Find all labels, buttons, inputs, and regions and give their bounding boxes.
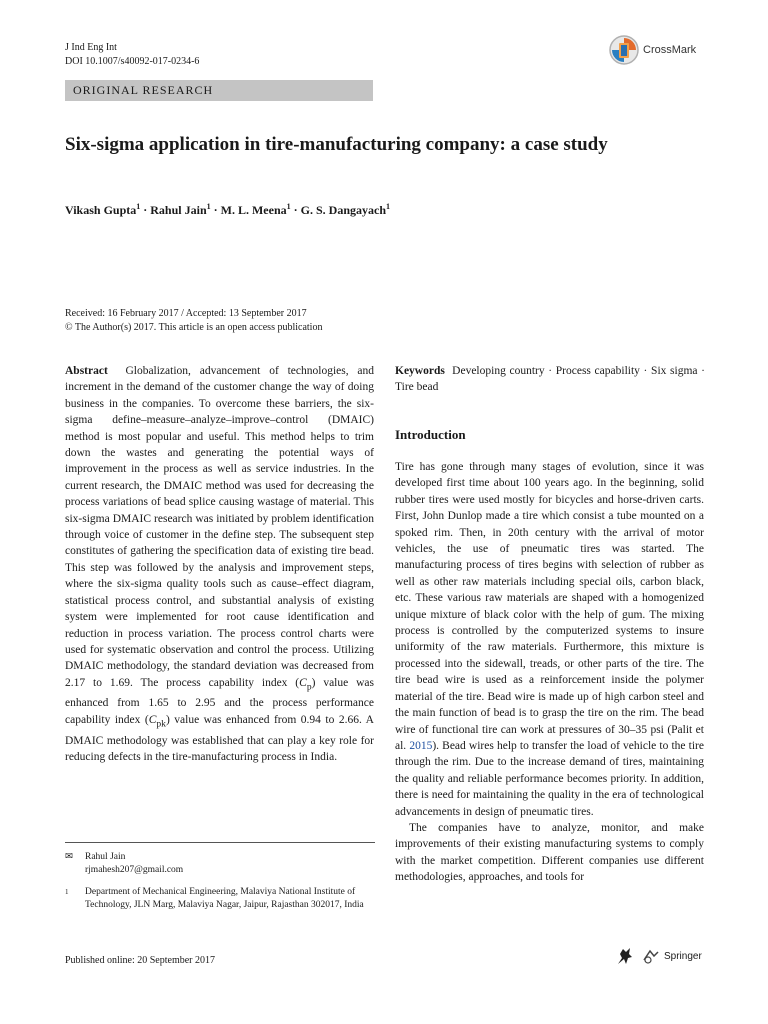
paragraph: The companies have to analyze, monitor, and make improvements of their existing manufacturing systems to comply with the market competition. Different companies use different methodologies, approaches, and tools for [395, 821, 704, 884]
keywords-list: Developing country · Process capability · Six sigma · Tire bead [395, 365, 706, 394]
published-date: Published online: 20 September 2017 [65, 955, 215, 966]
corresponding-email[interactable]: rjmahesh207@gmail.com [85, 865, 184, 875]
abstract-text: ) value was enhanced from 0.94 to 2.66. A DMAIC methodology was established that can play a key role for reducing defects in the tire-manufacturing process in India. [65, 713, 374, 763]
citation-link[interactable]: 2015 [409, 739, 433, 752]
cpk-symbol: C [148, 713, 157, 726]
abstract [65, 363, 374, 765]
author-separator: · [290, 203, 301, 217]
author-separator: · [140, 203, 151, 217]
keywords [395, 363, 705, 396]
author-name[interactable]: Vikash Gupta [65, 203, 137, 217]
author-name[interactable]: G. S. Dangayach [300, 203, 386, 217]
footnotes [65, 851, 375, 912]
article-title: Six-sigma application in tire-manufacturing company: a case study [65, 134, 608, 155]
author-affiliation-mark[interactable]: 1 [206, 202, 211, 211]
springer-horse-icon [616, 946, 634, 966]
envelope-icon: ✉ [65, 852, 73, 862]
author-affiliation-mark[interactable]: 1 [136, 202, 141, 211]
crossmark-icon [609, 34, 639, 66]
section-heading-introduction: Introduction [395, 427, 466, 442]
cp-symbol: C [299, 676, 307, 689]
author-name[interactable]: Rahul Jain [150, 203, 207, 217]
affiliation-mark: 1 [65, 888, 69, 896]
author-affiliation-mark[interactable]: 1 [386, 202, 390, 211]
corresponding-author: Rahul Jain [85, 852, 126, 862]
crossmark-label: CrossMark [643, 44, 697, 56]
license-note: © The Author(s) 2017. This article is an open access publication [65, 322, 323, 333]
author-separator: · [210, 203, 221, 217]
received-dates: Received: 16 February 2017 / Accepted: 13 September 2017 [65, 308, 307, 319]
introduction-body [395, 459, 704, 886]
author-affiliation-mark[interactable]: 1 [286, 202, 291, 211]
publisher-logo[interactable] [616, 946, 702, 966]
doi[interactable]: DOI 10.1007/s40092-017-0234-6 [65, 56, 200, 67]
abstract-label: Abstract [65, 365, 108, 377]
author-name[interactable]: M. L. Meena [220, 203, 287, 217]
journal-name: J Ind Eng Int [65, 42, 117, 53]
publisher-name: Springer [664, 950, 702, 962]
cp-subscript: p [306, 681, 312, 693]
crossmark-badge[interactable] [609, 33, 721, 67]
abstract-text: ) value was enhanced from 1.65 to 2.95 and the process performance capability index ( [65, 676, 374, 726]
footnote-divider [65, 842, 375, 843]
article-type-banner: ORIGINAL RESEARCH [65, 80, 373, 101]
cpk-subscript: pk [156, 718, 166, 730]
affiliation-text: Department of Mechanical Engineering, Malaviya National Institute of Technology, JLN Marg, Malaviya Nagar, Jaipur, Rajasthan 302017, India [85, 887, 364, 910]
affiliation-note [65, 886, 375, 912]
springer-mark-icon [642, 948, 662, 964]
keywords-label: Keywords [395, 365, 445, 377]
author-list [65, 202, 390, 218]
correspondence-note [65, 851, 375, 877]
abstract-text: Globalization, advancement of technologies, and increment in the demand of the customer change the way of doing business in the companies. To overcome these barriers, the six-sigma define–measure–analyze–improve–control (DMAIC) method is most popular and useful. This method helps to trim down the wastes and generating the potential ways of improvement in the process as well as service industries. In the current research, the DMAIC method was used for decreasing the process variations of bead splice causing wastage of material. This six-sigma DMAIC research was initiated by problem identification through voice of customer in the define step. The subsequent step constitutes of gathering the specification data of existing tire bead. This step was followed by the analysis and improvement steps, where the six-sigma quality tools such as cause–effect diagram, statistical process control, and substantial analysis of existing system were implemented for root cause identification and reduction in process variation. The process control charts were used for systematic observation and control the process. Utilizing DMAIC methodology, the standard deviation was decreased from 2.17 to 1.69. The process capability index ( [65, 365, 375, 689]
paragraph: Tire has gone through many stages of evolution, since it was developed first time about 100 years ago. In the beginning, solid rubber tires were used mostly for bicycles and horse-driven carts. First, John Dunlop made a tire which consist a tube mounted on a spoked rim. Then, in 20th century with the arrival of motor vehicles, the use of pneumatic tires was started. The manufacturing process of tires begins with selection of rubber as well as other raw materials including special oils, carbon black, etc. These various raw materials are shaped with a homogenized unique mixture of black color with the help of gum. The mixing process is controlled by the computerized systems to insure uniformity of the raw materials. Furthermore, this mixture is processed into the sidewall, treads, or other parts of the tire. The tire bead wire is used as a reinforcement inside the polymer material of the tire. Bead wire is made up of high carbon steel and the main function of bead is to grasp the tire on the rim. The bead wire of functional tire can work at pressures of 30–35 psi (Palit et al. 2015). Bead wires help to transfer the load of vehicle to the tire through the rim. Due to the increase demand of tires, maintaining the quality and reliable performance becomes priority. In addition, there is need for maintaining the quality in the era of technological advancements in design of pneumatic tires. [395, 461, 704, 818]
